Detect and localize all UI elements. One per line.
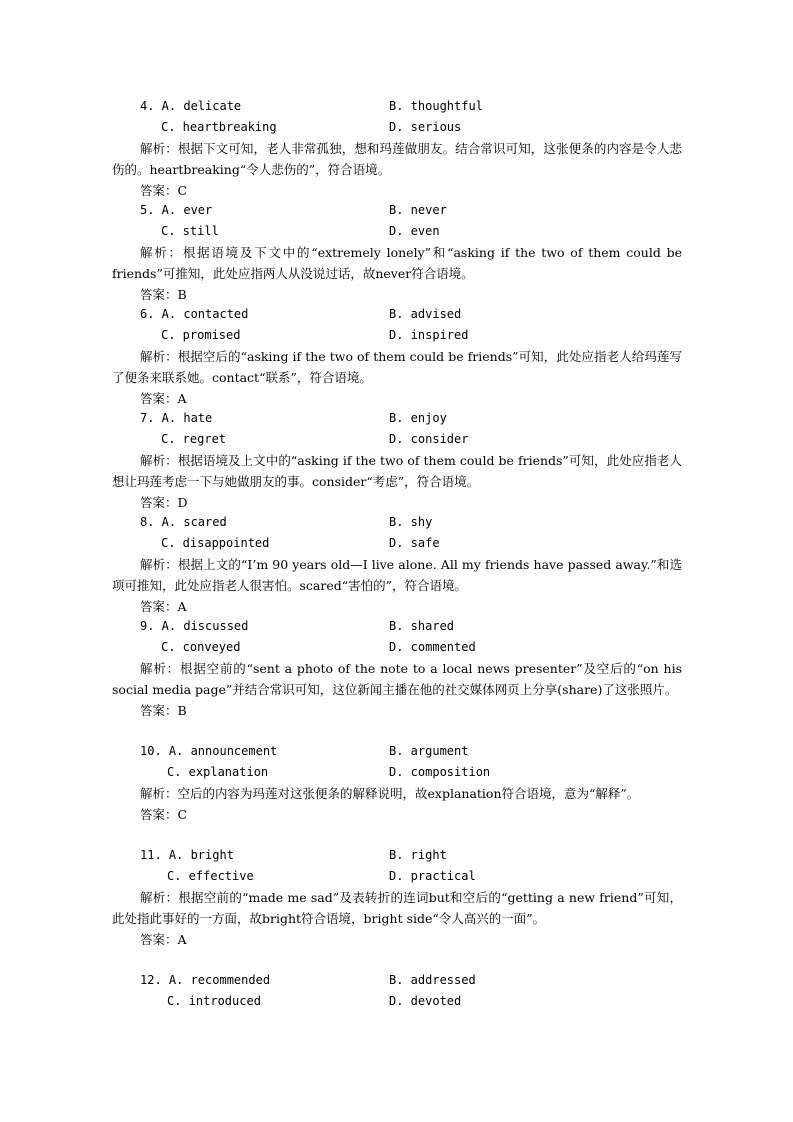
question-10 (112, 741, 682, 825)
answer: 答案：C (140, 183, 188, 198)
option-d: D. practical (389, 869, 476, 883)
option-c: C. introduced (167, 994, 261, 1008)
option-a: 7. A. hate (140, 411, 213, 425)
options-row-cd (112, 762, 682, 783)
explanation: 解析：根据空前的“made me sad”及表转折的连词but和空后的“getting a new friend”可知，此处指此事好的一方面，故bright符合语境，bright side“令人高兴的一面”。 (112, 890, 682, 926)
option-a: 11. A. bright (140, 848, 234, 862)
options-row-ab (112, 970, 682, 991)
option-b: B. enjoy (389, 411, 447, 425)
option-c: C. still (161, 224, 219, 238)
question-5 (112, 200, 682, 305)
option-c: C. disappointed (161, 536, 270, 550)
option-b: B. right (389, 848, 447, 862)
options-row-cd (112, 221, 682, 242)
answer: 答案：C (140, 807, 188, 822)
answer: 答案：A (140, 391, 187, 406)
answer: 答案：B (140, 287, 187, 302)
options-row-ab (112, 96, 682, 117)
options-row-cd (112, 866, 682, 887)
option-b: B. shy (389, 515, 433, 529)
option-c: C. explanation (167, 765, 269, 779)
explanation: 解析：根据下文可知，老人非常孤独，想和玛莲做朋友。结合常识可知，这张便条的内容是令人悲伤的。heartbreaking“令人悲伤的”，符合语境。 (112, 141, 682, 177)
option-d: D. safe (389, 536, 440, 550)
options-row-ab (112, 616, 682, 637)
question-12 (112, 970, 682, 1012)
option-d: D. consider (389, 432, 469, 446)
option-a: 6. A. contacted (140, 307, 249, 321)
question-4 (112, 96, 682, 201)
answer: 答案：A (140, 599, 187, 614)
explanation: 解析：空后的内容为玛莲对这张便条的解释说明，故explanation符合语境，意为“解释”。 (140, 786, 640, 801)
options-row-ab (112, 845, 682, 866)
option-a: 12. A. recommended (140, 973, 271, 987)
option-b: B. shared (389, 619, 455, 633)
answer: 答案：B (140, 703, 187, 718)
option-d: D. composition (389, 765, 491, 779)
option-c: C. heartbreaking (161, 120, 277, 134)
options-row-cd (112, 991, 682, 1012)
options-row-ab (112, 304, 682, 325)
option-a: 9. A. discussed (140, 619, 249, 633)
option-a: 8. A. scared (140, 515, 227, 529)
option-a: 5. A. ever (140, 203, 213, 217)
explanation: 解析：根据上文的“I’m 90 years old—I live alone. All my friends have passed away.”和选项可推知，此处应指老人很害怕。scared“害怕的”，符合语境。 (112, 557, 682, 593)
options-row-cd (112, 117, 682, 138)
question-8 (112, 512, 682, 617)
question-9 (112, 616, 682, 721)
answer: 答案：A (140, 932, 187, 947)
option-a: 4. A. delicate (140, 99, 242, 113)
options-row-ab (112, 408, 682, 429)
option-c: C. promised (161, 328, 241, 342)
options-row-cd (112, 325, 682, 346)
explanation: 解析：根据空后的“asking if the two of them could be friends”可知，此处应指老人给玛莲写了便条来联系她。contact“联系”，符合语境。 (112, 349, 682, 385)
option-b: B. argument (389, 744, 469, 758)
option-c: C. regret (161, 432, 227, 446)
option-b: B. never (389, 203, 447, 217)
explanation: 解析：根据空前的“sent a photo of the note to a local news presenter”及空后的“on his social media page”并结合常识可知，这位新闻主播在他的社交媒体网页上分享(share)了这张照片。 (112, 661, 682, 697)
answer: 答案：D (140, 495, 188, 510)
option-d: D. devoted (389, 994, 462, 1008)
question-11 (112, 845, 682, 950)
options-row-cd (112, 429, 682, 450)
question-7 (112, 408, 682, 513)
option-c: C. conveyed (161, 640, 241, 654)
options-row-cd (112, 533, 682, 554)
options-row-ab (112, 741, 682, 762)
options-row-ab (112, 200, 682, 221)
option-d: D. inspired (389, 328, 469, 342)
option-d: D. commented (389, 640, 476, 654)
option-b: B. addressed (389, 973, 476, 987)
explanation: 解析：根据语境及上文中的“asking if the two of them could be friends”可知，此处应指老人想让玛莲考虑一下与她做朋友的事。consider“考虑”，符合语境。 (112, 453, 682, 489)
option-d: D. even (389, 224, 440, 238)
option-c: C. effective (167, 869, 254, 883)
option-b: B. advised (389, 307, 462, 321)
option-a: 10. A. announcement (140, 744, 278, 758)
explanation: 解析：根据语境及下文中的“extremely lonely”和“asking if the two of them could be friends”可推知，此处应指两人从没说过话，故never符合语境。 (112, 245, 682, 281)
option-d: D. serious (389, 120, 462, 134)
options-row-cd (112, 637, 682, 658)
question-6 (112, 304, 682, 409)
option-b: B. thoughtful (389, 99, 483, 113)
options-row-ab (112, 512, 682, 533)
